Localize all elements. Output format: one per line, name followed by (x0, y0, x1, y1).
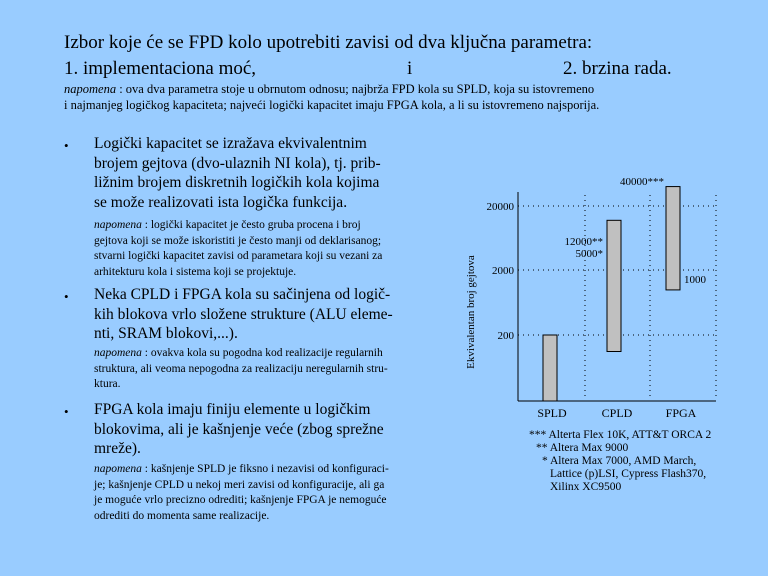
title-conjunction: i (407, 58, 413, 79)
footnote: ** Altera Max 9000 (536, 442, 629, 454)
footnote: Xilinx XC9500 (550, 481, 622, 493)
bullet-line: Neka CPLD i FPGA kola su sačinjena od logič- (94, 286, 391, 303)
note-line: gejtova koji se može iskoristiti je često manji od deklarisanog; (94, 234, 382, 247)
bullet-line: FPGA kola imaju finiju elemente u logičkim (94, 401, 371, 418)
note-text-line: : ova dva parametra stoje u obrnutom odnosu; najbrža FPD kola su SPLD, koja su istovremeno (119, 82, 595, 96)
data-label: 1000 (684, 274, 706, 286)
title-item-implementation: 1. implementaciona moć, (64, 58, 257, 79)
bullet-text (94, 400, 384, 459)
footnote: * Altera Max 7000, AMD March, (542, 455, 697, 467)
bullet-line: se može realizovati ista logička funkcija. (94, 193, 348, 211)
bullet-text (94, 285, 393, 344)
y-axis-label: Ekvivalentan broj gejtova (465, 255, 477, 369)
note-line: stvarni logički kapacitet zavisi od parametara koji su vezani za (94, 250, 383, 262)
bullet-line: mreže). (94, 440, 141, 457)
bullet-note (94, 462, 389, 524)
x-tick-label: FPGA (665, 406, 697, 420)
footnote: *** Alterta Flex 10K, ATT&T ORCA 2 (529, 429, 712, 441)
bullet-marker: • (64, 138, 69, 153)
bullet-marker: • (64, 404, 69, 419)
bullet-note (94, 346, 388, 393)
y-tick-label: 200 (497, 330, 514, 342)
chart-footnotes (529, 429, 711, 494)
data-label: 40000*** (620, 176, 664, 188)
bullet-line: brojem gejtova (dvo-ulaznih NI kola), tj. prib- (94, 154, 381, 172)
page-title: Izbor koje će se FPD kolo upotrebiti zavisi od dva ključna parametra: (64, 32, 593, 53)
bullet-line: kih blokova vrlo složene strukture (ALU eleme- (94, 305, 393, 323)
footnote: Lattice (p)LSI, Cypress Flash370, (550, 468, 707, 480)
data-label: 5000* (575, 248, 603, 260)
y-tick-label: 2000 (492, 265, 514, 277)
x-tick-label: SPLD (537, 406, 567, 420)
bullet-line: nti, SRAM blokovi,...). (94, 325, 238, 342)
bullet-line: Logički kapacitet se izražava ekvivalentnim (94, 135, 367, 152)
bullet-note (94, 218, 382, 280)
x-tick-label: CPLD (601, 406, 633, 420)
note-label: napomena (94, 463, 142, 475)
header-note (64, 81, 754, 113)
note-line: : logički kapacitet je često gruba procena i broj (144, 219, 361, 231)
data-label: 12000** (564, 236, 603, 248)
title-item-speed: 2. brzina rada. (563, 58, 672, 79)
bullet-text (94, 134, 381, 212)
note-text-line: i najmanjeg logičkog kapaciteta; najveći logički kapacitet imaju FPGA kola, a li su istovremeno najsporija. (64, 98, 600, 112)
note-line: struktura, ali veoma nepogodna za realizaciju neregularnih stru- (94, 362, 388, 375)
bar-fpga (666, 187, 680, 290)
bar-spld (543, 335, 557, 401)
note-line: : ovakva kola su pogodna kod realizacije regularnih (144, 347, 383, 359)
bullet-line: ližnim brojem diskretnih logičkih kola kojima (94, 174, 380, 191)
bar-cpld (607, 220, 621, 351)
y-tick-label: 20000 (486, 201, 514, 213)
note-line: : kašnjenje SPLD je fiksno i nezavisi od konfiguraci- (144, 463, 389, 475)
note-label: napomena (64, 82, 117, 96)
note-label: napomena (94, 219, 142, 231)
note-line: odrediti do momenta same realizacije. (94, 509, 270, 522)
note-line: arhitekturu kola i sistema koji se projektuje. (94, 265, 297, 278)
bullet-line: blokovima, ali je kašnjenje veće (zbog sprežne (94, 420, 384, 438)
note-line: ktura. (94, 378, 121, 390)
gate-capacity-chart (460, 165, 760, 430)
note-label: napomena (94, 347, 142, 359)
note-line: je moguće vrlo precizno odrediti; kašnjenje FPGA je nemoguće (94, 494, 387, 506)
bullet-marker: • (64, 289, 69, 304)
note-line: je; kašnjenje CPLD u nekoj meri zavisi od konfiguracije, ali ga (94, 478, 385, 491)
